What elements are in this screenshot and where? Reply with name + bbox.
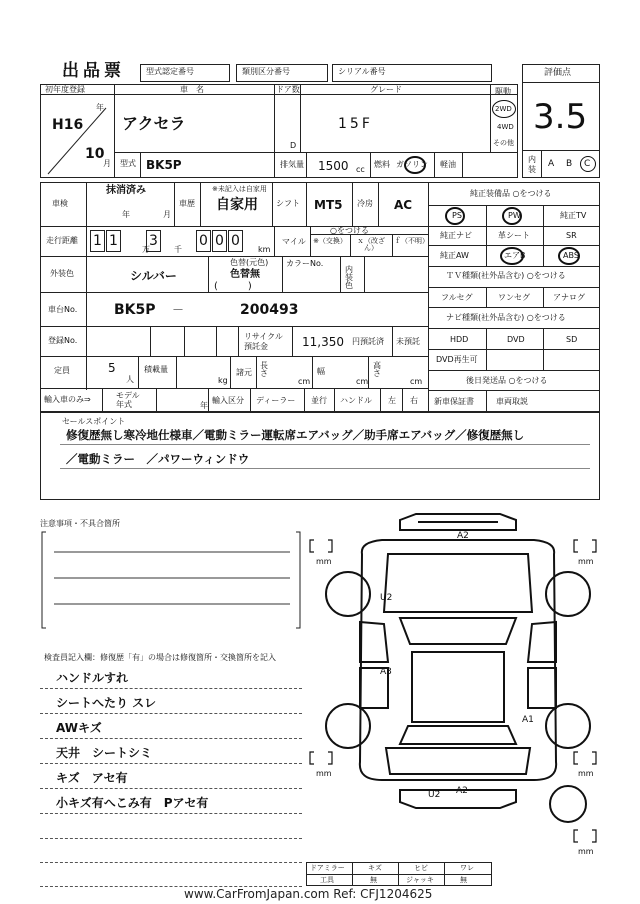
- grade-value: 15F: [338, 116, 373, 132]
- note-rule: [40, 788, 302, 789]
- fuel-gasoline: ガソリン: [396, 160, 428, 169]
- equip-sr: SR: [566, 231, 577, 240]
- capacity-value: 5: [108, 361, 116, 375]
- legend-header-scratch: キズ: [368, 864, 382, 872]
- import-label: 輸入車のみ⇒: [44, 395, 91, 404]
- navi-title: ナビ種類(社外品含む) ○をつける: [446, 313, 566, 322]
- equip-ps-circle: [445, 207, 465, 225]
- width-label: 幅: [317, 367, 325, 376]
- mm-rear-right: mm: [578, 769, 594, 778]
- history-value: 自家用: [216, 197, 258, 213]
- sheet-title: 出品票: [62, 61, 125, 81]
- interior-label: 内装: [528, 155, 536, 174]
- length-cm: cm: [298, 377, 311, 386]
- dvd-playback: DVD再生可: [436, 355, 478, 364]
- later-warranty: 新車保証書: [434, 397, 474, 406]
- interior-grade-a: A: [548, 159, 555, 169]
- handle-label: ハンドル: [340, 396, 372, 405]
- month-label: 月: [103, 159, 111, 168]
- mm-spare: mm: [578, 847, 594, 856]
- legend-tools: 工具: [320, 876, 334, 884]
- note-rule: [40, 862, 302, 863]
- legend-header-break: ワレ: [460, 864, 474, 872]
- ac-value: AC: [394, 198, 413, 212]
- drive-label: 駆動: [495, 87, 511, 96]
- grade-label: グレード: [370, 85, 402, 94]
- mileage-digit: 0: [231, 233, 240, 249]
- interior-color-label: 内装色: [345, 265, 353, 290]
- mileage-digit: 0: [215, 233, 224, 249]
- drive-2wd-circle: [492, 100, 516, 118]
- caution-label: 注意事項・不具合箇所: [40, 519, 120, 528]
- model-label: 型式: [120, 159, 136, 168]
- note-rule: [40, 763, 302, 764]
- mile-circle-note: ○をつける: [330, 226, 369, 235]
- interior-grade-c: C: [584, 159, 591, 169]
- legend-jack: ジャッキ: [406, 876, 434, 884]
- color-change-label: 色替(元色): [230, 258, 269, 267]
- doors-suffix: D: [290, 141, 297, 150]
- note-rule: [40, 713, 302, 714]
- parallel-option: 並行: [311, 396, 327, 405]
- inspector-note: ハンドルすれ: [56, 671, 129, 685]
- caution-bracket: [40, 528, 302, 632]
- model-value: BK5P: [146, 158, 182, 172]
- capacity-label: 定員: [54, 366, 70, 375]
- registration-label: 登録No.: [48, 336, 78, 345]
- legend-tools-value: 無: [370, 876, 377, 884]
- tv-fullseg: フルセグ: [441, 293, 473, 302]
- serial-label: シリアル番号: [338, 67, 386, 76]
- shaken-value: 抹消済み: [106, 185, 146, 196]
- first-reg-label: 初年度登録: [45, 85, 85, 94]
- note-rule: [40, 838, 302, 839]
- load-unit: kg: [218, 376, 228, 385]
- equip-leather: 革シート: [498, 231, 530, 240]
- load-label: 積載量: [144, 365, 168, 374]
- car-damage-diagram: [300, 512, 620, 892]
- sales-point-line2: ／電動ミラー ／パワーウィンドウ: [66, 452, 250, 466]
- navi-dvd: DVD: [507, 335, 525, 344]
- model-year-label: モデル年式: [116, 391, 140, 409]
- note-rule: [40, 688, 302, 689]
- ac-label: 冷房: [357, 199, 373, 208]
- note-rule: [40, 813, 302, 814]
- shaken-month-label: 月: [163, 210, 171, 219]
- car-name-label: 車 名: [180, 85, 204, 94]
- color-change-parens: (): [214, 281, 282, 292]
- inspector-note: シートへたり スレ: [56, 696, 157, 710]
- damage-mark-left-door: A3: [380, 667, 392, 677]
- damage-mark-front-bumper: A2: [457, 531, 469, 541]
- first-reg-month: 10: [85, 146, 105, 162]
- equip-pw: PW: [508, 211, 521, 220]
- displacement-unit: cc: [356, 165, 365, 174]
- legend-jack-value: 無: [460, 876, 467, 884]
- legend-header-crack: ヒビ: [414, 864, 428, 872]
- model-year-suffix: 年: [200, 401, 208, 410]
- score-label: 評価点: [544, 68, 572, 78]
- date-diagonal: [40, 94, 114, 178]
- dealer-option: ディーラー: [256, 396, 296, 405]
- first-reg-era: H16: [52, 117, 84, 133]
- chassis-prefix: BK5P: [114, 302, 156, 318]
- year-label: 年: [96, 103, 104, 112]
- mile-unknown: ｆ（不明）: [394, 237, 429, 245]
- history-label: 車歴: [179, 199, 195, 208]
- equip-pw-circle: [502, 207, 522, 225]
- legend-header-mirror: ドアミラー: [310, 864, 345, 872]
- history-note: ※未記入は自家用: [212, 185, 267, 193]
- mm-front-right: mm: [578, 557, 594, 566]
- shift-label: シフト: [276, 199, 300, 208]
- color-change-value: 色替無: [230, 269, 260, 280]
- car-name: アクセラ: [122, 114, 186, 133]
- recycle-paid: 円預託済: [352, 337, 384, 346]
- mm-front-left: mm: [316, 557, 332, 566]
- later-manual: 車両取説: [496, 397, 528, 406]
- chassis-label: 車台No.: [48, 305, 78, 314]
- mileage-digit: 3: [149, 233, 158, 249]
- drive-2wd: 2WD: [495, 105, 512, 113]
- tv-analog: アナログ: [553, 293, 585, 302]
- shaken-year-label: 年: [122, 210, 130, 219]
- later-title: 後日発送品 ○をつける: [466, 376, 548, 385]
- handle-left: 左: [388, 396, 396, 405]
- damage-mark-rear-bumper-1: U2: [428, 790, 441, 800]
- height-label: 高さ: [373, 361, 381, 378]
- tv-title: ＴＶ種類(社外品含む) ○をつける: [446, 271, 566, 280]
- mileage-label: 走行距離: [46, 236, 78, 245]
- doors-label: ドア数: [276, 85, 300, 94]
- damage-mark-rear-bumper-2: A2: [456, 786, 468, 796]
- interior-c-circle: [580, 156, 596, 172]
- category-label: 類別区分番号: [242, 67, 290, 76]
- inspector-note: 天井 シートシミ: [56, 746, 153, 760]
- displacement-label: 排気量: [280, 160, 304, 169]
- inspector-note: キズ アセ有: [56, 771, 128, 785]
- navi-hdd: HDD: [450, 335, 469, 344]
- recycle-amount: 11,350: [302, 335, 344, 349]
- recycle-unpaid: 未預託: [396, 337, 420, 346]
- fuel-light-oil: 軽油: [440, 160, 456, 169]
- drive-other: その他: [493, 139, 514, 147]
- exterior-color-value: シルバー: [130, 269, 177, 283]
- watermark: www.CarFromJapan.com Ref: CFJ1204625: [184, 887, 433, 901]
- equip-tv: 純正TV: [560, 211, 587, 220]
- mileage-digit: 1: [109, 233, 118, 249]
- handle-right: 右: [410, 396, 418, 405]
- mile-label: マイル: [282, 237, 306, 246]
- equip-airbag: エアB: [504, 251, 526, 260]
- note-rule: [40, 738, 302, 739]
- navi-sd: SD: [566, 335, 578, 344]
- equip-abs: ABS: [563, 251, 579, 260]
- interior-grade-b: B: [566, 159, 573, 169]
- drive-4wd: 4WD: [497, 123, 514, 131]
- shift-value: MT5: [314, 198, 343, 212]
- capacity-unit: 人: [126, 375, 134, 384]
- equipment-title: 純正装備品 ○をつける: [470, 189, 552, 198]
- inspector-note: AWキズ: [56, 721, 102, 735]
- width-cm: cm: [356, 377, 369, 386]
- damage-mark-right-rear: A1: [522, 715, 534, 725]
- length-label: 長さ: [260, 361, 268, 378]
- equip-navi: 純正ナビ: [440, 231, 472, 240]
- inspector-note: 小キズ有へこみ有 Pアセ有: [56, 796, 209, 810]
- equip-ps: PS: [452, 211, 462, 220]
- equip-abs-circle: [558, 247, 580, 265]
- sales-point-label: セールスポイント: [62, 417, 126, 426]
- mile-tampered: ｘ（改ざん）: [357, 237, 385, 252]
- equip-airbag-circle: [500, 247, 524, 265]
- inspector-label: 検査員記入欄：修復歴「有」の場合は修復箇所・交換箇所を記入: [44, 653, 276, 662]
- mileage-man: 万: [142, 245, 150, 254]
- dims-label: 諸元: [236, 368, 252, 377]
- damage-mark-left-fender: U2: [380, 593, 393, 603]
- tv-oneseg: ワンセグ: [498, 293, 530, 302]
- sales-point-line1: 修復歴無し寒冷地仕様車／電動ミラー運転席エアバッグ／助手席エアバッグ／修復歴無し: [66, 428, 525, 442]
- fuel-label: 燃料: [374, 160, 390, 169]
- import-type-label: 輸入区分: [212, 396, 244, 405]
- color-no-label: カラーNo.: [286, 259, 324, 268]
- mm-rear-left: mm: [316, 769, 332, 778]
- exterior-color-label: 外装色: [50, 269, 74, 278]
- chassis-number: 200493: [240, 302, 299, 318]
- equip-aw: 純正AW: [440, 251, 469, 260]
- mileage-digit: 0: [199, 233, 208, 249]
- chassis-dash: －: [172, 303, 185, 317]
- score-value: 3.5: [533, 97, 588, 137]
- type-cert-label: 型式認定番号: [146, 67, 194, 76]
- shaken-label: 車検: [52, 199, 68, 208]
- displacement-value: 1500: [318, 159, 349, 173]
- recycle-label: リサイクル預託金: [244, 332, 283, 351]
- height-cm: cm: [410, 377, 423, 386]
- mileage-unit: km: [258, 245, 271, 254]
- mile-exchanged: ※（交換）: [313, 237, 347, 245]
- fuel-gasoline-circle: [404, 156, 426, 174]
- mileage-digit: 1: [93, 233, 102, 249]
- mileage-sen: 千: [174, 245, 182, 254]
